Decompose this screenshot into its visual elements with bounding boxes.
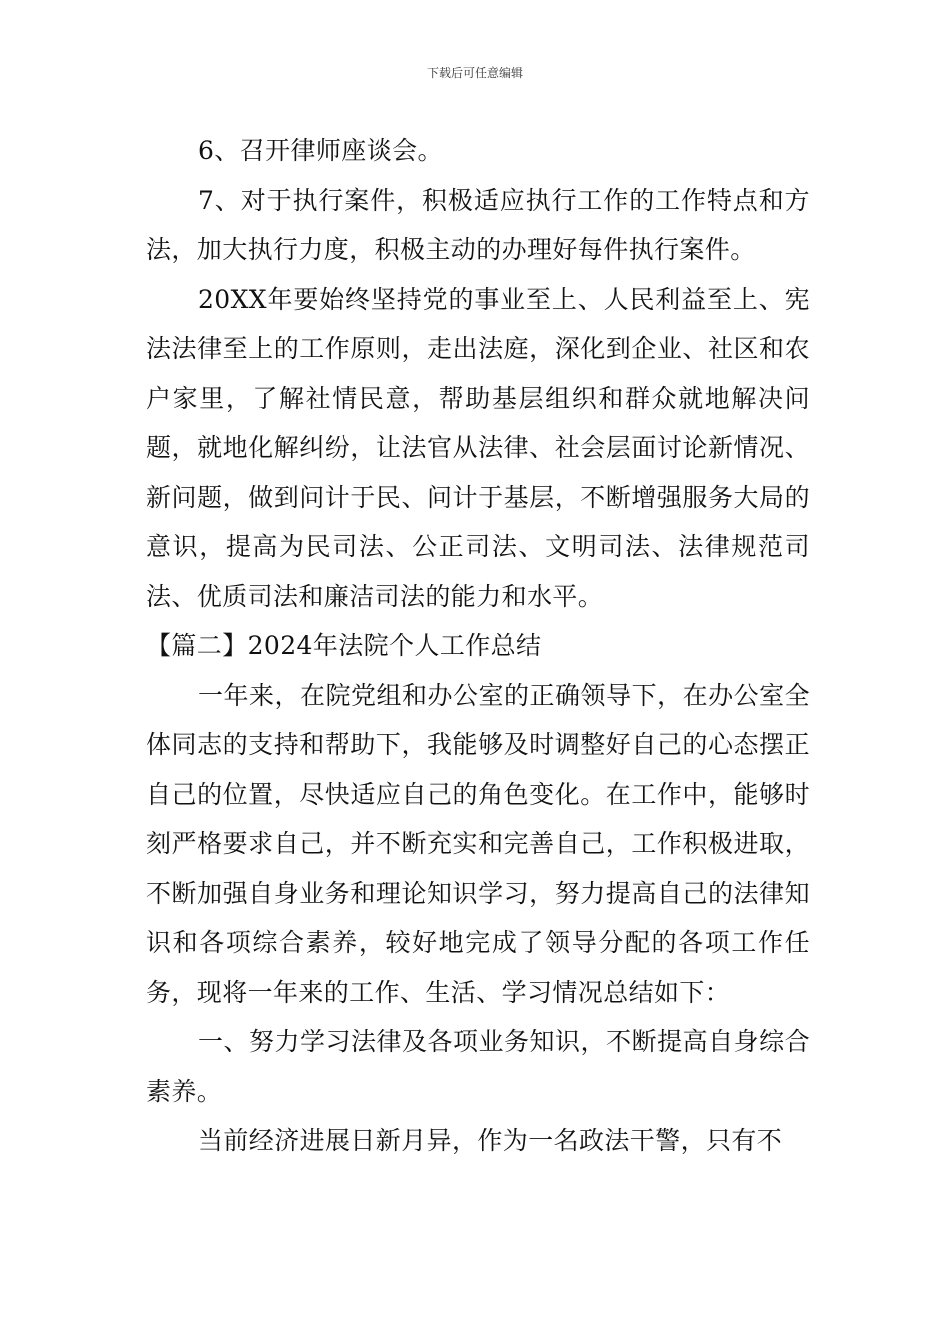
- paragraph-point-one: 一、努力学习法律及各项业务知识，不断提高自身综合素养。: [146, 1027, 810, 1106]
- paragraph-intro: 一年来，在院党组和办公室的正确领导下，在办公室全体同志的支持和帮助下，我能够及时调整好自己的心态摆正自己的位置，尽快适应自己的角色变化。在工作中，能够时刻严格要求自己，并不断充实和完善自己，工作积极进取，不断加强自身业务和理论知识学习，努力提高自己的法律知识和各项综合素养，较好地完成了领导分配的各项工作任务，现将一年来的工作、生活、学习情况总结如下：: [146, 680, 810, 1007]
- document-body: [146, 126, 810, 1166]
- paragraph-item-7: 7、对于执行案件，积极适应执行工作的工作特点和方法，加大执行力度，积极主动的办理好每件执行案件。: [146, 185, 810, 264]
- paragraph-work-principles: 20XX年要始终坚持党的事业至上、人民利益至上、宪法法律至上的工作原则，走出法庭，深化到企业、社区和农户家里，了解社情民意，帮助基层组织和群众就地解决问题，就地化解纠纷，让法官从法律、社会层面讨论新情况、新问题，做到问计于民、问计于基层，不断增强服务大局的意识，提高为民司法、公正司法、文明司法、法律规范司法、优质司法和廉洁司法的能力和水平。: [146, 284, 810, 611]
- section-heading: 【篇二】2024年法院个人工作总结: [146, 631, 542, 660]
- page-header: 下载后可任意编辑: [426, 66, 523, 80]
- paragraph-item-6: 6、召开律师座谈会。: [198, 136, 443, 165]
- paragraph-continuation: 当前经济进展日新月异，作为一名政法干警，只有不: [198, 1126, 783, 1155]
